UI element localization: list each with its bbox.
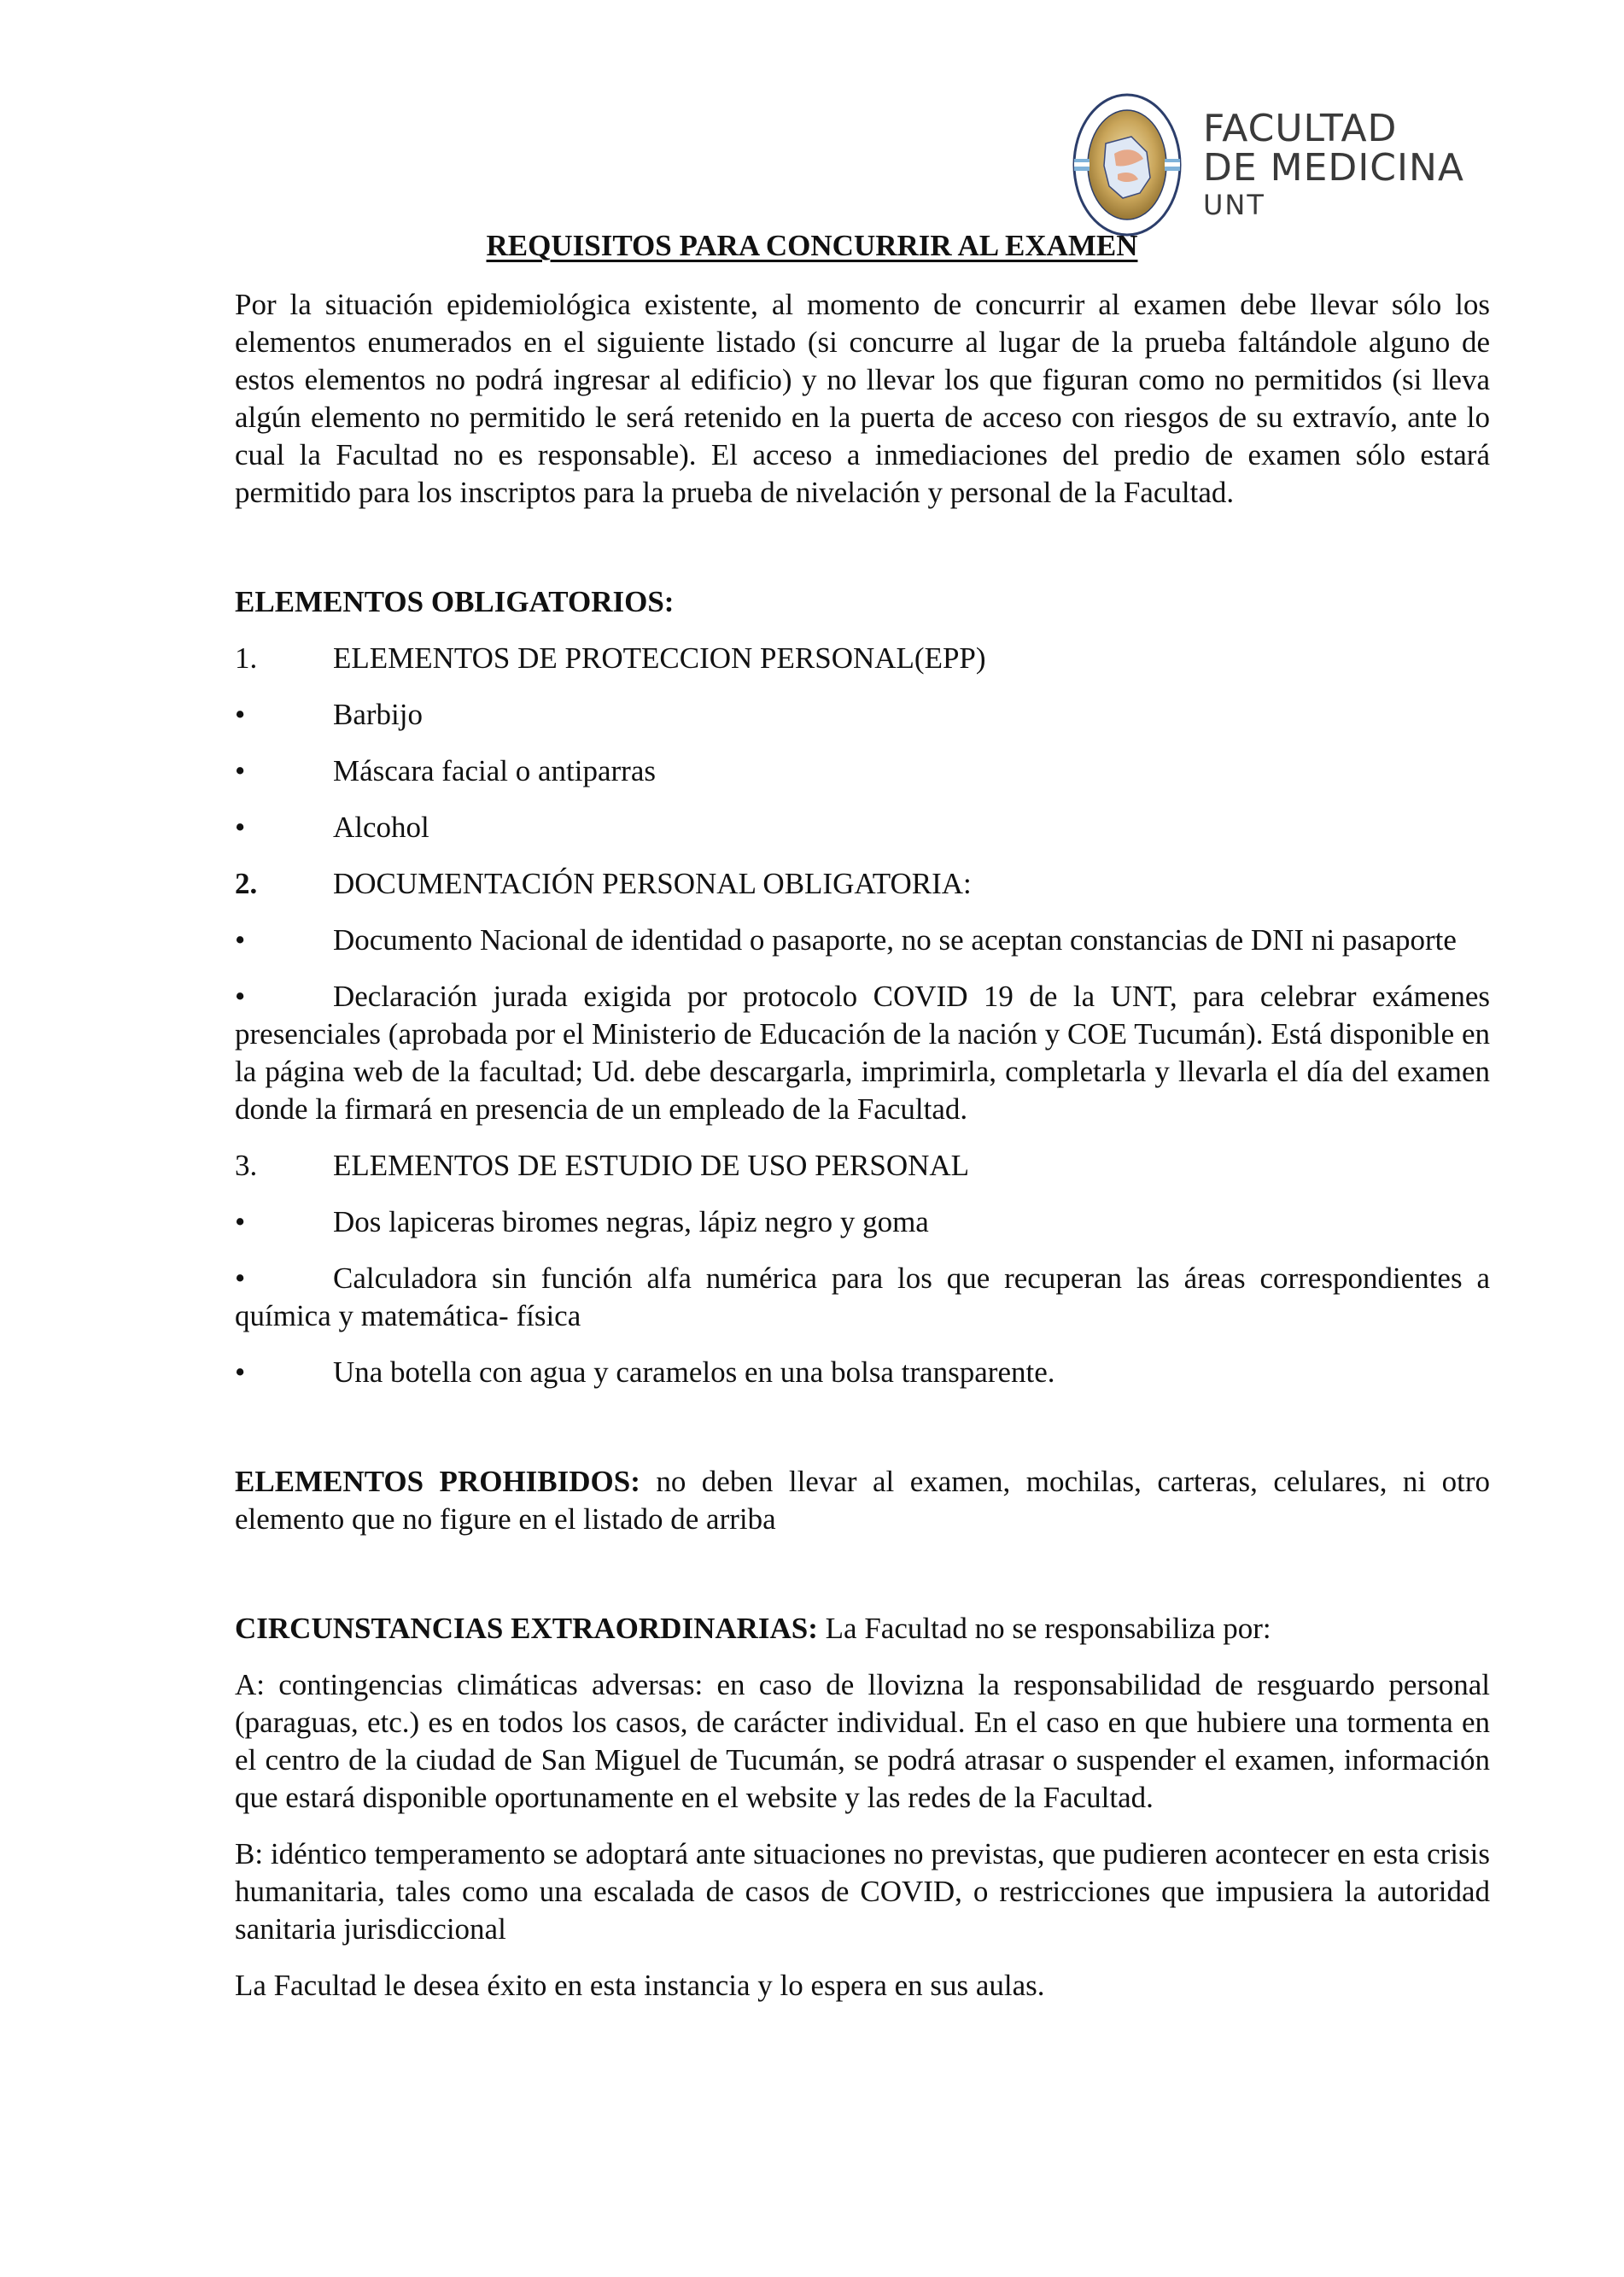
list-item bbox=[235, 809, 1490, 846]
list-item bbox=[235, 978, 1490, 1128]
section-title: DOCUMENTACIÓN PERSONAL OBLIGATORIA: bbox=[333, 867, 972, 900]
section-title: ELEMENTOS DE PROTECCION PERSONAL(EPP) bbox=[333, 641, 986, 675]
list-item-text: Alcohol bbox=[333, 811, 429, 844]
list-item bbox=[235, 696, 1490, 734]
logo-line-2: DE MEDICINA bbox=[1203, 146, 1465, 190]
list-item-text: Una botella con agua y caramelos en una bolsa transparente. bbox=[333, 1355, 1055, 1389]
extraordinary-b: B: idéntico temperamento se adoptará ante situaciones no previstas, que pudieren acontecer en esta crisis humanitaria, tales como una escalada de casos de COVID, o restricciones que impusiera la autoridad sanitaria jurisdiccional bbox=[235, 1837, 1490, 1946]
bullet-icon: • bbox=[235, 923, 246, 957]
faculty-seal-icon bbox=[1072, 92, 1183, 237]
list-item bbox=[235, 1203, 1490, 1241]
closing-paragraph: La Facultad le desea éxito en esta instancia y lo espera en sus aulas. bbox=[235, 1969, 1045, 2002]
intro-paragraph: Por la situación epidemiológica existente, al momento de concurrir al examen debe llevar sólo los elementos enumerados en el siguiente listado (si concurre al lugar de la prueba faltándole alguno de estos elementos no podrá ingresar al edificio) y no llevar los que figuran como no permitidos (si lleva algún elemento no permitido le será retenido en la puerta de acceso con riesgos de su extravío, ante lo cual la Facultad no es responsable). El acceso a inmediaciones del predio de examen sólo estará permitido para los inscriptos para la prueba de nivelación y personal de la Facultad. bbox=[235, 288, 1490, 509]
mandatory-heading: ELEMENTOS OBLIGATORIOS: bbox=[235, 585, 675, 618]
document-body bbox=[235, 286, 1490, 2005]
extraordinary-a: A: contingencias climáticas adversas: en caso de llovizna la responsabilidad de resguardo personal (paraguas, etc.) es en todos los casos, de carácter individual. En el caso en que hubiere una tormenta en el centro de la ciudad de San Miguel de Tucumán, se podrá atrasar o suspender el examen, información que estará disponible oportunamente en el website y las redes de la Facultad. bbox=[235, 1668, 1490, 1814]
list-item-text: Documento Nacional de identidad o pasaporte, no se aceptan constancias de DNI ni pasaporte bbox=[333, 923, 1457, 957]
bullet-icon: • bbox=[235, 1355, 246, 1389]
bullet-icon: • bbox=[235, 1261, 246, 1295]
extraordinary-label: CIRCUNSTANCIAS EXTRAORDINARIAS: bbox=[235, 1612, 818, 1645]
bullet-icon: • bbox=[235, 980, 246, 1013]
list-item-text: Dos lapiceras biromes negras, lápiz negro y goma bbox=[333, 1205, 929, 1238]
list-item bbox=[235, 1354, 1490, 1391]
list-item bbox=[235, 752, 1490, 790]
section-2-heading bbox=[235, 865, 1490, 903]
section-1-heading bbox=[235, 640, 1490, 677]
list-item-text: Calculadora sin función alfa numérica para los que recuperan las áreas correspondientes a química y matemática- física bbox=[235, 1261, 1490, 1332]
prohibited-paragraph bbox=[235, 1463, 1490, 1538]
prohibited-text: no deben llevar al examen, mochilas, carteras, celulares, ni otro elemento que no figure en el listado de arriba bbox=[235, 1465, 1490, 1536]
faculty-logo bbox=[1072, 92, 1464, 237]
section-number: 1. bbox=[235, 641, 258, 675]
bullet-icon: • bbox=[235, 1205, 246, 1238]
bullet-icon: • bbox=[235, 754, 246, 787]
list-item bbox=[235, 1260, 1490, 1335]
document-title-text: REQUISITOS PARA CONCURRIR AL EXAMEN bbox=[486, 229, 1138, 262]
logo-line-1: FACULTAD bbox=[1203, 107, 1398, 151]
section-3-heading bbox=[235, 1147, 1490, 1185]
section-title: ELEMENTOS DE ESTUDIO DE USO PERSONAL bbox=[333, 1149, 970, 1182]
list-item-text: Declaración jurada exigida por protocolo COVID 19 de la UNT, para celebrar exámenes presenciales (aprobada por el Ministerio de Educación de la nación y COE Tucumán). Está disponible en la página web de la facultad; Ud. debe descargarla, imprimirla, completarla y llevarla el día del examen donde la firmará en presencia de un empleado de la Facultad. bbox=[235, 980, 1490, 1126]
extraordinary-heading bbox=[235, 1610, 1490, 1648]
extraordinary-text: La Facultad no se responsabiliza por: bbox=[817, 1612, 1271, 1645]
list-item-text: Barbijo bbox=[333, 698, 423, 731]
prohibited-label: ELEMENTOS PROHIBIDOS: bbox=[235, 1465, 640, 1498]
list-item-text: Máscara facial o antiparras bbox=[333, 754, 656, 787]
logo-wordmark bbox=[1203, 109, 1464, 220]
bullet-icon: • bbox=[235, 698, 246, 731]
section-number: 3. bbox=[235, 1149, 258, 1182]
bullet-icon: • bbox=[235, 811, 246, 844]
section-number: 2. bbox=[235, 867, 258, 900]
document-title bbox=[0, 229, 1624, 263]
list-item bbox=[235, 922, 1490, 959]
logo-line-3: UNT bbox=[1203, 189, 1265, 222]
